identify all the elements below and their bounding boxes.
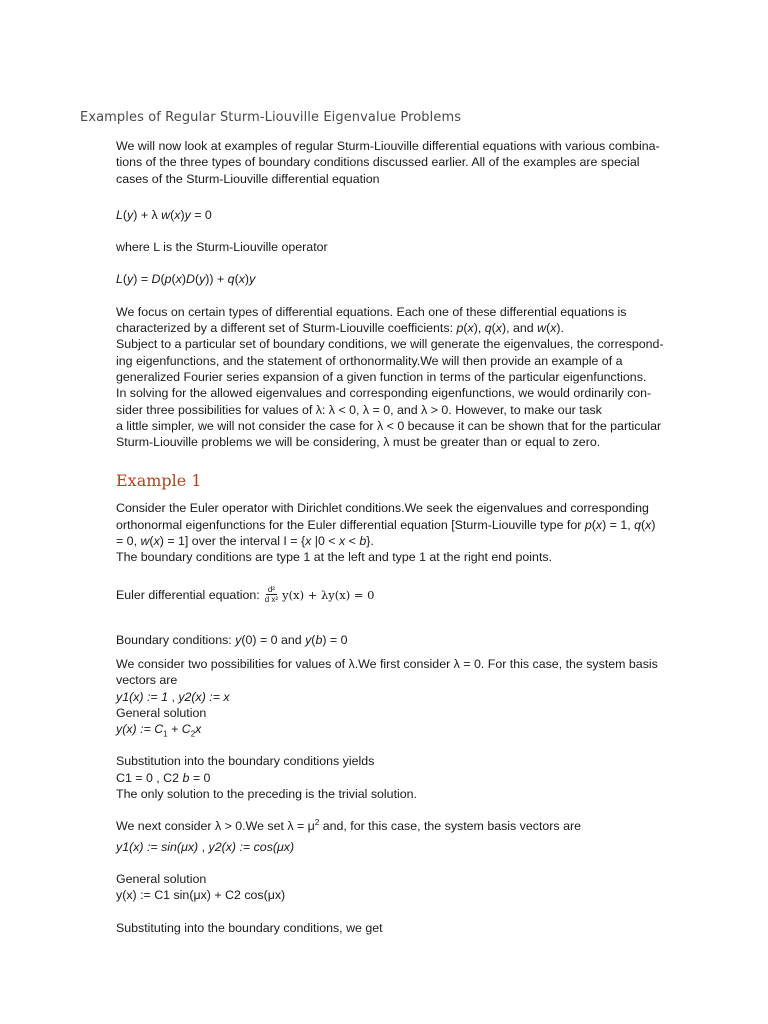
- text-line: We consider two possibilities for values of λ.We first consider λ = 0. For this case, the system basis: [116, 656, 658, 671]
- basis-vectors-lambda-zero: y1(x) := 1 , y2(x) := x: [116, 689, 230, 704]
- text-line: In solving for the allowed eigenvalues and corresponding eigenfunctions, we would ordinarily con-: [116, 386, 652, 401]
- basis-vectors-lambda-positive: y1(x) := sin(μx) , y2(x) := cos(μx): [116, 839, 295, 854]
- text-line: Substituting into the boundary conditions, we get: [116, 920, 383, 935]
- text-line: We will now look at examples of regular Sturm-Liouville differential equations with various combina-: [116, 139, 660, 153]
- section-title: Examples of Regular Sturm-Liouville Eigenvalue Problems: [80, 110, 462, 125]
- equation-sturm-liouville: L(y) + λ w(x)y = 0: [116, 207, 212, 222]
- text-line: The boundary conditions are type 1 at the left and type 1 at the right end points.: [116, 550, 553, 565]
- text-line: Consider the Euler operator with Dirichlet conditions.We seek the eigenvalues and corresponding: [116, 501, 649, 516]
- text-line: Sturm-Liouville problems we will be considering, λ must be greater than or equal to zero.: [116, 435, 601, 450]
- text-line: Substitution into the boundary conditions yields: [116, 754, 375, 769]
- euler-equation: Euler differential equation: $\frac{\text{d²}}{\text{d x²}}$ y(x) + λy(x) = 0: [116, 585, 375, 605]
- text-line: We focus on certain types of differential equations. Each one of these differential equations is: [116, 304, 627, 319]
- derivative-fraction: $\frac{\text{d²}}{\text{d x²}}$: [264, 585, 279, 605]
- text-line: ing eigenfunctions, and the statement of orthonormality.We will then provide an example of a: [116, 353, 623, 368]
- text-line: Subject to a particular set of boundary conditions, we will generate the eigenvalues, the correspond-: [116, 337, 664, 352]
- general-solution-lambda-positive: y(x) := C1 sin(μx) + C2 cos(μx): [116, 888, 286, 903]
- example-title: Example 1: [116, 471, 202, 491]
- intro-paragraph: [116, 138, 696, 187]
- text-line: generalized Fourier series expansion of a given function in terms of the particular eigenfunctions.: [116, 369, 647, 384]
- text-line: General solution: [116, 871, 207, 886]
- text-line: General solution: [116, 705, 207, 720]
- intro-paragraph-2: [116, 304, 696, 451]
- text-line: cases of the Sturm-Liouville differential equation: [116, 171, 380, 186]
- substitution-result: C1 = 0 , C2 b = 0: [116, 770, 211, 785]
- general-solution-lambda-zero: y(x) := $C_1 + C_2x$: [116, 722, 202, 739]
- text-line: a little simpler, we will not consider the case for λ < 0 because it can be shown that for the particular: [116, 418, 662, 433]
- example-paragraph: [116, 500, 696, 565]
- text-line: We next consider λ > 0.We set $\lambda = \mu^2$ and, for this case, the system basis vectors are: [116, 818, 581, 834]
- text-line: The only solution to the preceding is the trivial solution.: [116, 787, 417, 802]
- text-line: = 0, w(x) = 1] over the interval I = {x |0 < x < b}.: [116, 534, 374, 549]
- boundary-conditions: Boundary conditions: y(0) = 0 and y(b) = 0: [116, 632, 348, 647]
- text-line: sider three possibilities for values of λ: λ < 0, λ = 0, and λ > 0. However, to make our task: [116, 402, 602, 417]
- text-line: vectors are: [116, 673, 178, 688]
- text-line: tions of the three types of boundary conditions discussed earlier. All of the examples are special: [116, 155, 640, 170]
- text-line: where L is the Sturm-Liouville operator: [116, 240, 328, 255]
- equation-operator: L(y) = D(p(x)D(y)) + q(x)y: [116, 272, 256, 287]
- document-body: [116, 138, 696, 936]
- text-line: orthonormal eigenfunctions for the Euler differential equation [Sturm-Liouville type for p(x) = 1, q(x): [116, 517, 656, 532]
- text-line: characterized by a different set of Sturm-Liouville coefficients: p(x), q(x), and w(x).: [116, 321, 564, 336]
